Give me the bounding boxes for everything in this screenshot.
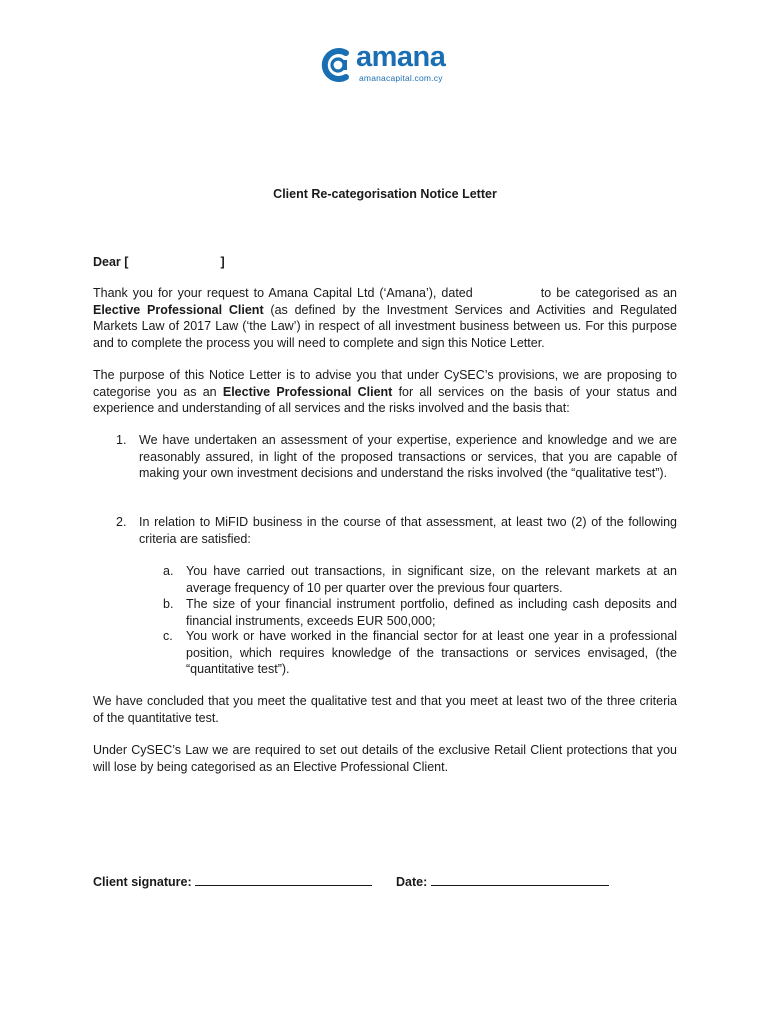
salutation-start: Dear [ [93,255,129,269]
paragraph-purpose-part2: for all services on the basis of your status and experience and understanding of all services and the risks involved and the basis that: [93,384,677,415]
sub-item-experience [163,628,677,678]
paragraph-request [93,285,677,351]
logo-wordmark: amana [356,41,446,73]
sub-item-transactions [163,563,677,596]
logo-website: amanacapital.com.cy [359,73,443,83]
date-label: Date: [396,875,428,889]
paragraph-request-part2: to be categorised as an [540,286,677,300]
paragraph-purpose-bold: Elective Professional Client [222,384,393,399]
list-item-qualitative [116,432,677,482]
salutation [93,254,225,271]
salutation-end: ] [220,255,225,269]
list-item-number: 1. [116,433,127,447]
paragraph-purpose [93,367,677,417]
paragraph-conclusion: We have concluded that you meet the qualitative test and that you meet at least two of the three criteria of the quantitative test. [93,694,677,725]
date-line[interactable] [431,873,609,886]
list-item-text: We have undertaken an assessment of your expertise, experience and knowledge and we are reasonably assured, in light of the proposed transactions or services, that you are capable of making your own investment decisions and understand the risks involved (the “qualitative test”). [139,433,677,480]
paragraph-request-part1: Thank you for your request to Amana Capital Ltd (‘Amana’), dated [93,286,473,300]
list-item-number: 2. [116,515,127,529]
paragraph-purpose-part1: The purpose of this Notice Letter is to advise you that under CySEC’s provisions, we are proposing to categorise you as an [93,368,677,399]
client-signature-field[interactable] [93,873,372,889]
sub-item-letter: a. [163,564,174,578]
paragraph-protections: Under CySEC’s Law we are required to set out details of the exclusive Retail Client protections that you will lose by being categorised as an Elective Professional Client. [93,743,677,774]
paragraph-request-bold: Elective Professional Client [93,302,264,317]
list-item-criteria [116,514,677,547]
list-item-text: In relation to MiFID business in the course of that assessment, at least two (2) of the following criteria are satisfied: [139,515,677,546]
letter-title: Client Re-categorisation Notice Letter [273,187,497,201]
amana-logo-icon [319,46,355,84]
sub-item-letter: c. [163,629,173,643]
client-signature-label: Client signature: [93,875,192,889]
sub-item-portfolio [163,596,677,629]
sub-item-text: The size of your financial instrument portfolio, defined as including cash deposits and financial instruments, exceeds EUR 500,000; [186,597,677,628]
paragraph-request-part3: (as defined by the Investment Services and Activities and Regulated Markets Law of 2017 Law (‘the Law’) in respect of all investment business between us. For this purpose and to complete the process you will need to complete and sign this Notice Letter. [93,302,677,350]
date-field[interactable] [396,873,609,889]
sub-item-text: You have carried out transactions, in significant size, on the relevant markets at an average frequency of 10 per quarter over the previous four quarters. [186,564,677,595]
sub-item-letter: b. [163,597,174,611]
sub-item-text: You work or have worked in the financial sector for at least one year in a professional position, which requires knowledge of the transactions or services envisaged, (the “quantitative test”). [186,629,677,676]
client-signature-line[interactable] [195,873,372,886]
